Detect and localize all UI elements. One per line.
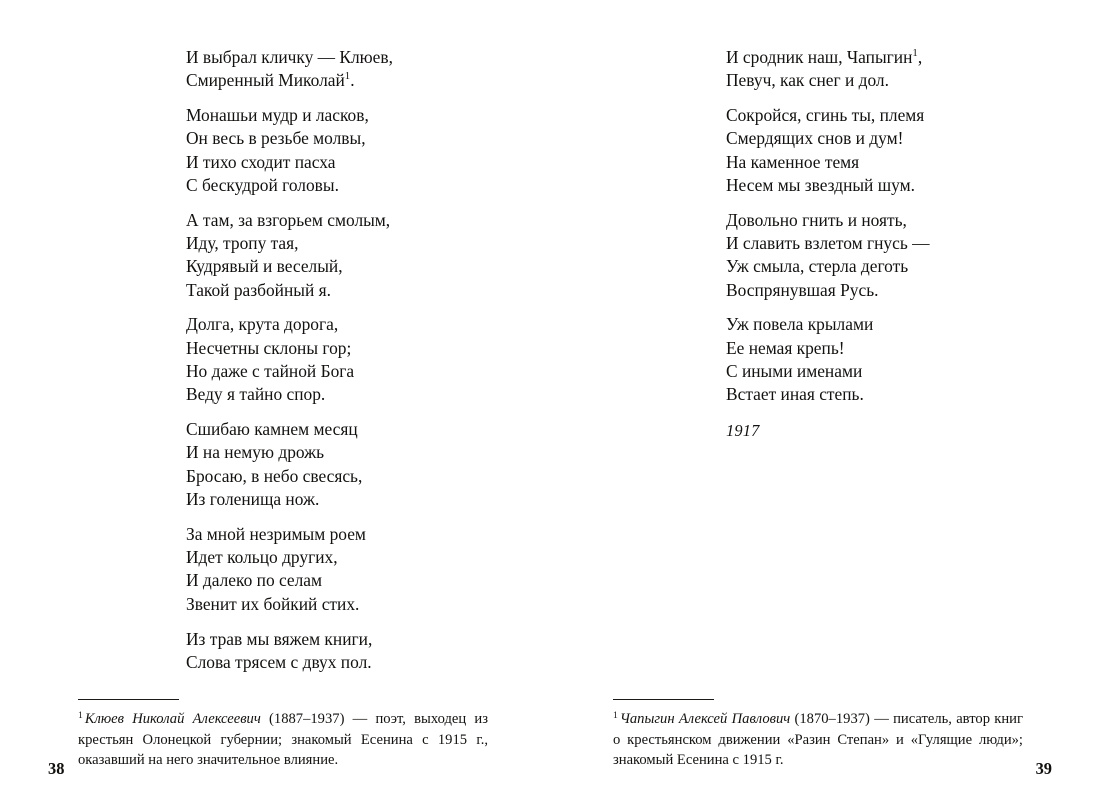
poem-line: За мной незримым роем xyxy=(186,523,366,544)
poem-line: Сокройся, сгинь ты, племя xyxy=(726,105,925,126)
poem-line: Из голенища нож. xyxy=(186,489,320,510)
footnote-text-left xyxy=(78,709,488,770)
poem-line: На каменное темя xyxy=(726,151,860,172)
footnote-person-name: Чапыгин Алексей Павлович xyxy=(619,711,791,728)
poem-line: С иными именами xyxy=(726,361,863,382)
poem-line: Смердящих снов и дум! xyxy=(726,128,904,149)
poem-stanza xyxy=(186,418,606,511)
poem-line: Идет кольцо других, xyxy=(186,547,338,568)
poem-line: Иду, тропу тая, xyxy=(186,233,299,254)
poem-stanza xyxy=(726,313,1100,406)
footnote-marker[interactable]: 1 xyxy=(344,70,351,83)
poem-line: Монашьи мудр и ласков, xyxy=(186,105,369,126)
poem-line: Он весь в резьбе молвы, xyxy=(186,128,366,149)
poem-line: Уж повела крылами xyxy=(726,314,874,335)
poem-line: Смиренный Миколай$^1$. xyxy=(186,70,355,91)
poem-line: И тихо сходит пасха xyxy=(186,151,336,172)
poem-line: С бескудрой головы. xyxy=(186,174,339,195)
footnote-separator-rule xyxy=(613,699,714,700)
page-number-left: 38 xyxy=(48,759,65,778)
footnote-number: 1 xyxy=(613,709,618,721)
poem-line: Бросаю, в небо свесясь, xyxy=(186,465,363,486)
poem-stanza xyxy=(726,209,1100,302)
poem-stanza xyxy=(186,104,606,197)
poem-stanza xyxy=(726,104,1100,197)
poem-stanza xyxy=(186,313,606,406)
poem-line: Кудрявый и веселый, xyxy=(186,256,343,277)
poem-line: Несем мы звездный шум. xyxy=(726,174,915,195)
poem-line: Певуч, как снег и дол. xyxy=(726,70,889,91)
footnote-block-left xyxy=(78,699,488,789)
poem-line: Долга, крута дорога, xyxy=(186,314,339,335)
poem-line: Несчетны склоны гор; xyxy=(186,337,352,358)
poem-line: Сшибаю камнем месяц xyxy=(186,419,358,440)
poem-column-right xyxy=(726,46,1100,442)
poem-line: А там, за взгорьем смолым, xyxy=(186,209,391,230)
poem-stanza xyxy=(186,46,606,93)
poem-line: Довольно гнить и ноять, xyxy=(726,209,907,230)
footnote-number: 1 xyxy=(78,709,83,721)
poem-line: Уж смыла, стерла деготь xyxy=(726,256,909,277)
poem-line: И славить взлетом гнусь — xyxy=(726,233,930,254)
footnote-person-name: Клюев Николай Алексеевич xyxy=(84,711,261,728)
footnote-separator-rule xyxy=(78,699,179,700)
poem-line: Слова трясем с двух пол. xyxy=(186,651,372,672)
footnote-text-right xyxy=(613,709,1023,770)
poem-line: И далеко по селам xyxy=(186,570,323,591)
poem-stanza xyxy=(726,46,1100,93)
poem-line: Такой разбойный я. xyxy=(186,279,331,300)
poem-line: Встает иная степь. xyxy=(726,384,864,405)
poem-line: Воспрянувшая Русь. xyxy=(726,279,879,300)
poem-line: И сродник наш, Чапыгин$^1$, xyxy=(726,47,923,67)
page-number-right: 39 xyxy=(1035,759,1052,778)
poem-date: 1917 xyxy=(726,420,760,440)
poem-line: Ее немая крепь! xyxy=(726,337,845,358)
poem-column-left xyxy=(186,46,606,674)
footnote-marker[interactable]: 1 xyxy=(912,47,918,60)
footnote-body: (1870–1937) — писатель, автор книг о крестьянском движении «Разин Степан» и «Гулящие люди»; знакомый Есенина с 1915 г. xyxy=(613,711,1023,768)
poem-stanza xyxy=(186,628,606,675)
footnote-body: (1887–1937) — поэт, выходец из крестьян Олонецкой губернии; знакомый Есенина с 1915 г., оказавший на него значительное влияние. xyxy=(78,711,488,768)
poem-line: Из трав мы вяжем книги, xyxy=(186,628,373,649)
poem-line: Звенит их бойкий стих. xyxy=(186,593,360,614)
poem-line: Но даже с тайной Бога xyxy=(186,361,355,382)
footnote-block-right xyxy=(613,699,1023,789)
poem-stanza xyxy=(186,523,606,616)
poem-line: И на немую дрожь xyxy=(186,442,325,463)
poem-line: И выбрал кличку — Клюев, xyxy=(186,47,393,67)
poem-line: Веду я тайно спор. xyxy=(186,384,326,405)
poem-stanza xyxy=(186,209,606,302)
